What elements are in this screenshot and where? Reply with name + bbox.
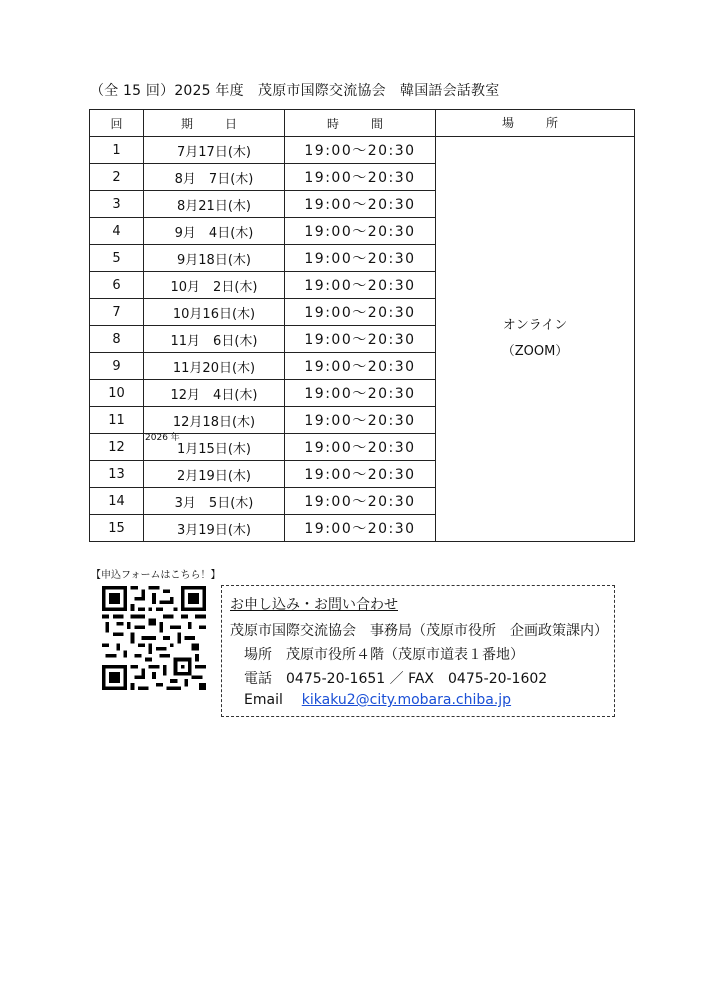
row-time: 19:00～20:30	[285, 434, 436, 461]
row-date: 11月 6日(木)	[144, 326, 285, 353]
row-date: 3月19日(木)	[144, 515, 285, 542]
row-time: 19:00～20:30	[285, 245, 436, 272]
contact-org: 茂原市国際交流協会 事務局（茂原市役所 企画政策課内）	[230, 623, 608, 639]
row-time: 19:00～20:30	[285, 380, 436, 407]
year-note: 2026 年	[145, 432, 180, 443]
row-time: 19:00～20:30	[285, 137, 436, 164]
row-time: 19:00～20:30	[285, 272, 436, 299]
row-date: 10月16日(木)	[144, 299, 285, 326]
row-time: 19:00～20:30	[285, 299, 436, 326]
row-time: 19:00～20:30	[285, 191, 436, 218]
row-time: 19:00～20:30	[285, 407, 436, 434]
date-with-year	[145, 432, 251, 457]
contact-box	[221, 585, 615, 717]
header-place: 場 所	[436, 110, 635, 137]
row-no: 11	[90, 407, 144, 434]
row-date: 8月21日(木)	[144, 191, 285, 218]
row-no: 6	[90, 272, 144, 299]
contact-location: 場所 茂原市役所４階（茂原市道表１番地）	[244, 647, 524, 663]
row-time: 19:00～20:30	[285, 353, 436, 380]
row-no: 1	[90, 137, 144, 164]
row-no: 12	[90, 434, 144, 461]
row-date: 12月18日(木)	[144, 407, 285, 434]
row-time: 19:00～20:30	[285, 515, 436, 542]
contact-email-row	[244, 692, 511, 708]
place-zoom: （ZOOM）	[501, 344, 569, 359]
contact-heading: お申し込み・お問い合わせ	[230, 597, 398, 613]
row-no: 10	[90, 380, 144, 407]
row-no: 15	[90, 515, 144, 542]
row-date: 10月 2日(木)	[144, 272, 285, 299]
row-no: 5	[90, 245, 144, 272]
row-date: 8月 7日(木)	[144, 164, 285, 191]
email-label: Email	[244, 692, 283, 708]
row-date: 9月 4日(木)	[144, 218, 285, 245]
qr-code-icon[interactable]	[102, 586, 206, 690]
schedule-table	[89, 109, 635, 542]
row-no: 9	[90, 353, 144, 380]
row-date: 7月17日(木)	[144, 137, 285, 164]
header-time: 時 間	[285, 110, 436, 137]
row-no: 3	[90, 191, 144, 218]
row-no: 13	[90, 461, 144, 488]
date-text: 1月15日(木)	[177, 441, 251, 457]
place-cell	[436, 137, 635, 542]
table-header-row	[90, 110, 635, 137]
email-link[interactable]: kikaku2@city.mobara.chiba.jp	[301, 692, 512, 708]
row-date: 11月20日(木)	[144, 353, 285, 380]
page-title: （全 15 回）2025 年度 茂原市国際交流協会 韓国語会話教室	[90, 83, 500, 99]
row-time: 19:00～20:30	[285, 218, 436, 245]
row-date: 12月 4日(木)	[144, 380, 285, 407]
header-date: 期 日	[144, 110, 285, 137]
row-time: 19:00～20:30	[285, 461, 436, 488]
row-no: 7	[90, 299, 144, 326]
row-date: 2月19日(木)	[144, 461, 285, 488]
row-time: 19:00～20:30	[285, 164, 436, 191]
table-row	[90, 137, 635, 164]
place-online: オンライン	[502, 318, 568, 333]
row-time: 19:00～20:30	[285, 326, 436, 353]
row-date	[144, 434, 285, 461]
row-no: 14	[90, 488, 144, 515]
qr-caption: 【申込フォームはこちら！】	[91, 570, 221, 581]
row-no: 8	[90, 326, 144, 353]
row-no: 4	[90, 218, 144, 245]
row-date: 3月 5日(木)	[144, 488, 285, 515]
row-no: 2	[90, 164, 144, 191]
row-date: 9月18日(木)	[144, 245, 285, 272]
row-time: 19:00～20:30	[285, 488, 436, 515]
contact-phone: 電話 0475-20-1651 ／ FAX 0475-20-1602	[244, 671, 548, 687]
header-no: 回	[90, 110, 144, 137]
